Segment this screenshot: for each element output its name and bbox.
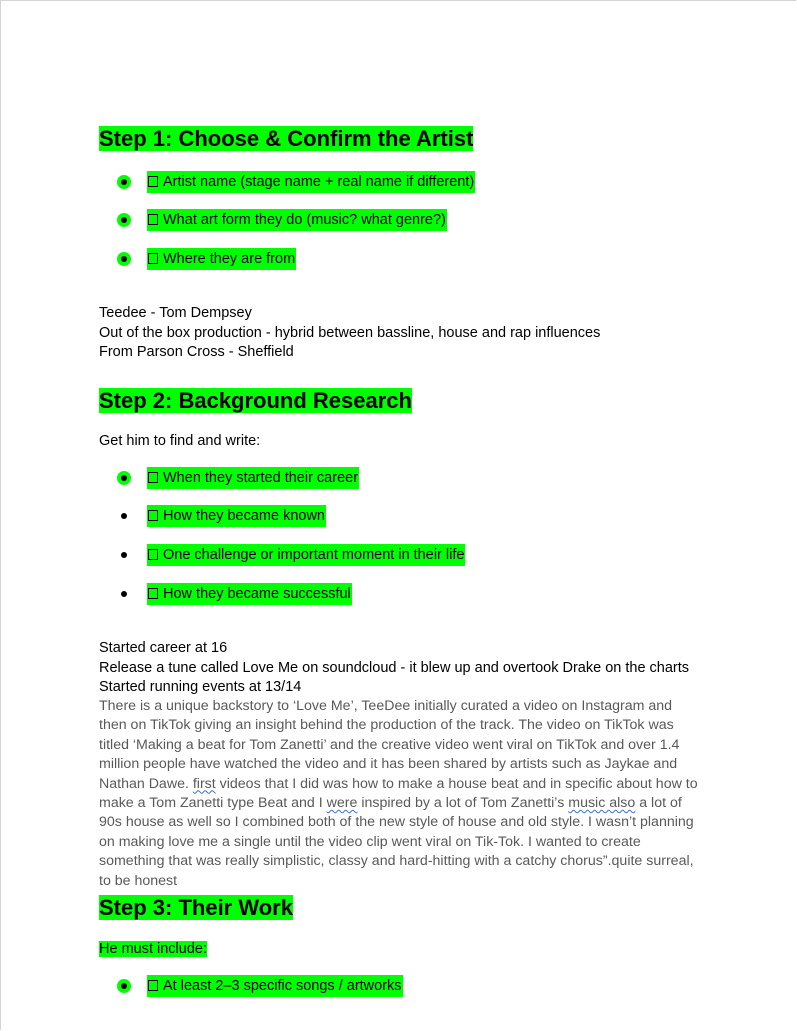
step3-heading: Step 3: Their Work [99,895,293,920]
checkbox-icon [148,980,158,991]
spellcheck-word[interactable]: were [326,795,358,812]
step2-heading: Step 2: Background Research [99,388,412,413]
quote-paragraph: There is a unique backstory to ‘Love Me’, TeeDee initially curated a video on Instagram and then on TikTok giving an insight behind the production of the track. The video on TikTok was titled ‘Making a beat for Tom Zanetti’ and the creative video went viral on TikTok and over 1.4 million people have watched the video and it has been shared by artists such as Jaykae and Nathan Dawe. first videos that I did was how to make a house beat and in specific about how to make a Tom Zanetti type Beat and I were inspired by a lot of Tom Zanetti’s music also a lot of 90s house as well so I combined both of the new style of house and old style. I wasn’t planning on making love me a single until the video clip went viral on Tik-Tok. I wanted to create something that was really simplistic, classy and hard-hitting with a catchy chorus”.quite surreal, to be honest [99,698,698,889]
note-line: Started career at 16 [99,640,228,656]
spellcheck-word[interactable]: first [192,775,216,792]
note-line: Started running events at 13/14 [99,679,302,695]
bullet-icon [121,179,127,185]
note-line: Out of the box production - hybrid between bassline, house and rap influences [99,324,601,341]
bullet-icon [121,513,127,519]
document-page: Step 1: Choose & Confirm the Artist Artist name (stage name + real name if different) What art form they do (music? what genre?) Where they are from Teedee - Tom Dempsey Out of the box production - hybrid between bassline, house and rap influences From Parson Cross - Sheffield Step 2: Background Research Get him to find and write: When they started their career How they became known One challenge or important moment in their life How they became successful Started career at 16 Release a tune called Love Me on soundcloud - it blew up and overtook Drake on the charts Started running events at 13/14 There is a unique backstory to ‘Love Me’, TeeDee initially curated a video on Instagram and then on TikTok giving an insight behind the production of the track. The video on TikTok was titled ‘Making a beat for Tom Zanetti’ and the creative video went viral on TikTok and over 1.4 million people have watched the video and it has been shared by artists such as Jaykae and Nathan Dawe. first videos that I did was how to make a house beat and in specific about how to make a Tom Zanetti type Beat and I were inspired by a lot of Tom Zanetti’s music also a lot of 90s house as well so I combined both of the new style of house and old style. I wasn’t planning on making love me a single until the video clip went viral on Tik-Tok. I wanted to create something that was really simplistic, classy and hard-hitting with a catchy chorus”.quite surreal, to be honest Step 3: Their Work He must include: At least 2–3 specific songs / artworks [0,0,797,1031]
step2-intro: Get him to find and write: [99,433,261,449]
bullet-icon [121,217,127,223]
note-line: Release a tune called Love Me on soundcloud - it blew up and overtook Drake on the charts [99,659,690,676]
note-line: From Parson Cross - Sheffield [99,344,294,360]
bullet-icon [121,552,127,558]
checkbox-icon [148,588,158,599]
bullet-icon [121,983,127,989]
bullet-icon [121,591,127,597]
checkbox-icon [148,510,158,521]
checkbox-icon [148,176,158,187]
spellcheck-word[interactable]: music also [568,795,636,812]
checkbox-icon [148,549,158,560]
note-line: Teedee - Tom Dempsey [99,305,252,321]
bullet-icon [121,256,127,262]
step3-intro: He must include: [99,941,207,957]
checkbox-icon [148,214,158,225]
checkbox-icon [148,253,158,264]
bullet-icon [121,475,127,481]
step1-heading: Step 1: Choose & Confirm the Artist [99,126,474,151]
checkbox-icon [148,472,158,483]
